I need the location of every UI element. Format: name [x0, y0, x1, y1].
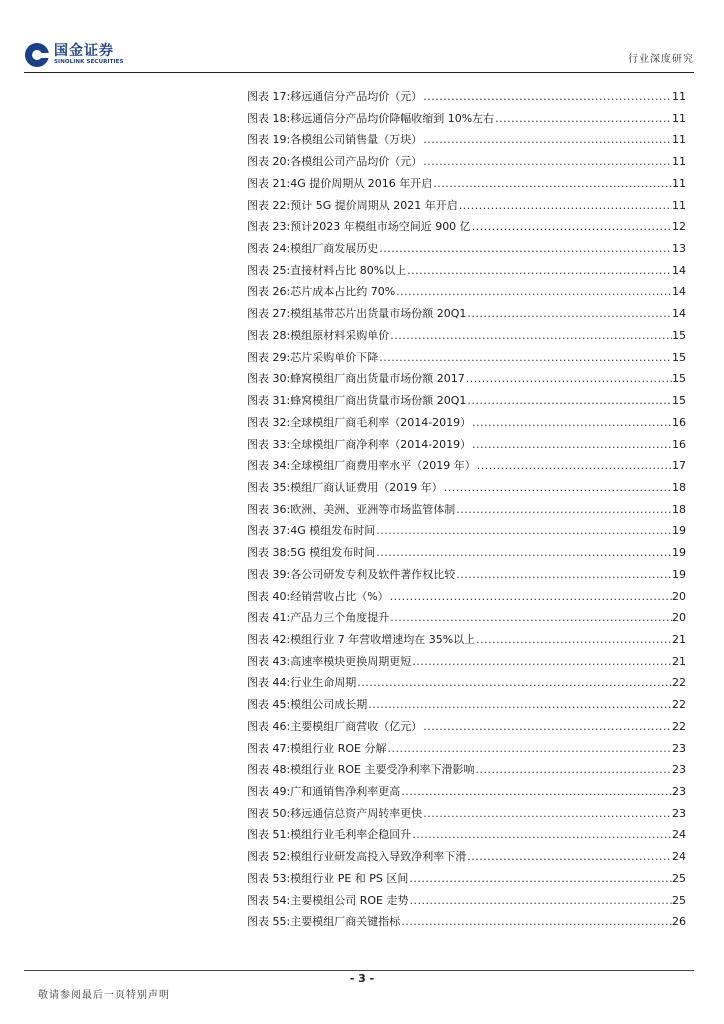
page-ref: 24	[672, 828, 686, 842]
toc-entry[interactable]	[247, 238, 686, 260]
toc-entry[interactable]	[247, 499, 686, 521]
figure-title: 模组厂商发展历史	[290, 242, 379, 256]
figure-title: 欧洲、美洲、亚洲等市场监管体制	[290, 502, 456, 516]
page-ref: 14	[672, 285, 686, 299]
toc-entry[interactable]	[247, 434, 686, 456]
dot-leader	[411, 651, 672, 673]
figure-title: 模组原材料采购单价	[290, 328, 390, 342]
figure-label: 图表 37:	[247, 524, 291, 538]
logo-chinese-name: 国金证券	[54, 43, 114, 60]
toc-entry[interactable]	[247, 129, 686, 151]
figure-title: 模组厂商认证费用（2019 年）	[290, 480, 443, 494]
figure-title: 行业生命周期	[290, 676, 357, 690]
toc-entry[interactable]	[247, 195, 686, 217]
figure-title: 主要模组厂商营收（亿元）	[290, 719, 423, 733]
page-ref: 19	[672, 524, 686, 538]
dot-leader	[422, 129, 672, 151]
dot-leader	[367, 694, 672, 716]
figure-label: 图表 48:	[247, 763, 291, 777]
figure-label: 图表 33:	[247, 437, 291, 451]
dot-leader	[466, 390, 672, 412]
logo-english-name: SINOLINK SECURITIES	[54, 59, 124, 66]
dot-leader	[465, 368, 672, 390]
dot-leader	[422, 803, 672, 825]
dot-leader	[475, 629, 672, 651]
page-ref: 15	[672, 328, 686, 342]
logo-icon	[24, 42, 50, 68]
page-ref: 20	[672, 589, 686, 603]
figure-label: 图表 39:	[247, 567, 291, 581]
page-ref: 21	[672, 654, 686, 668]
figure-label: 图表 45:	[247, 698, 291, 712]
dot-leader	[400, 911, 672, 933]
dot-leader	[466, 303, 672, 325]
page-ref: 18	[672, 480, 686, 494]
page-ref: 20	[672, 611, 686, 625]
toc-entry[interactable]	[247, 586, 686, 608]
toc-entry[interactable]	[247, 564, 686, 586]
figure-list	[247, 86, 686, 933]
figure-label: 图表 40:	[247, 589, 291, 603]
toc-entry[interactable]	[247, 694, 686, 716]
figure-title: 模组行业毛利率企稳回升	[290, 828, 412, 842]
dot-leader	[356, 672, 672, 694]
figure-label: 图表 34:	[247, 459, 291, 473]
dot-leader	[471, 216, 672, 238]
page-number: - 3 -	[349, 972, 375, 985]
toc-entry[interactable]	[247, 846, 686, 868]
dot-leader	[494, 108, 672, 130]
page-ref: 11	[672, 155, 686, 169]
toc-entry[interactable]	[247, 629, 686, 651]
figure-title: 模组行业 7 年营收增速均在 35%以上	[290, 632, 476, 646]
toc-entry[interactable]	[247, 151, 686, 173]
toc-entry[interactable]	[247, 824, 686, 846]
dot-leader	[476, 455, 672, 477]
dot-leader	[408, 868, 672, 890]
dot-leader	[422, 716, 672, 738]
dot-leader	[406, 260, 672, 282]
page-ref: 22	[672, 698, 686, 712]
page-ref: 13	[672, 242, 686, 256]
figure-title: 芯片采购单价下降	[290, 350, 379, 364]
page-ref: 22	[672, 719, 686, 733]
figure-label: 图表 28:	[247, 328, 291, 342]
figure-title: 广和通销售净利率更高	[290, 785, 401, 798]
figure-label: 图表 51:	[247, 828, 291, 842]
page-ref: 23	[672, 785, 686, 798]
figure-title: 模组行业 ROE 分解	[290, 741, 387, 755]
toc-entry[interactable]	[247, 738, 686, 760]
dot-leader	[408, 890, 672, 912]
page-ref: 26	[672, 915, 686, 929]
figure-label: 图表 46:	[247, 719, 291, 733]
figure-label: 图表 54:	[247, 893, 291, 907]
figure-title: 各模组公司产品均价（元）	[290, 155, 423, 169]
dot-leader	[395, 281, 672, 303]
dot-leader	[443, 477, 672, 499]
dot-leader	[389, 586, 672, 608]
page-ref: 18	[672, 502, 686, 516]
page-ref: 11	[672, 198, 686, 212]
figure-label: 图表 19:	[247, 133, 291, 147]
toc-entry[interactable]	[247, 477, 686, 499]
figure-title: 移远通信分产品均价（元）	[290, 90, 423, 103]
toc-entry[interactable]	[247, 260, 686, 282]
dot-leader	[400, 781, 672, 803]
page-ref: 14	[672, 263, 686, 277]
toc-entry[interactable]	[247, 173, 686, 195]
figure-title: 经销营收占比（%）	[290, 589, 389, 603]
figure-label: 图表 22:	[247, 198, 291, 212]
page-ref: 16	[672, 415, 686, 429]
toc-entry[interactable]	[247, 216, 686, 238]
page-ref: 23	[672, 806, 686, 820]
toc-entry[interactable]	[247, 412, 686, 434]
page-ref: 16	[672, 437, 686, 451]
page-ref: 14	[672, 307, 686, 321]
figure-title: 直接材料占比 80%以上	[290, 263, 407, 277]
dot-leader	[378, 238, 672, 260]
dot-leader	[455, 564, 672, 586]
figure-title: 芯片成本占比约 70%	[290, 285, 396, 299]
figure-label: 图表 42:	[247, 632, 291, 646]
figure-title: 全球模组厂商费用率水平（2019 年）	[290, 459, 476, 473]
figure-title: 各模组公司销售量（万块）	[290, 133, 423, 147]
figure-title: 各公司研发专利及软件著作权比较	[290, 567, 456, 581]
toc-entry[interactable]	[247, 108, 686, 130]
header-divider	[24, 72, 694, 73]
toc-entry[interactable]	[247, 911, 686, 933]
figure-label: 图表 52:	[247, 850, 291, 864]
toc-entry[interactable]	[247, 520, 686, 542]
toc-entry[interactable]	[247, 86, 686, 108]
toc-entry[interactable]	[247, 651, 686, 673]
figure-title: 模组公司成长期	[290, 698, 368, 712]
figure-title: 高速率模块更换周期更短	[290, 654, 412, 668]
figure-label: 图表 30:	[247, 372, 291, 386]
company-logo	[24, 38, 124, 72]
dot-leader	[471, 434, 672, 456]
dot-leader	[375, 520, 672, 542]
figure-label: 图表 55:	[247, 915, 291, 929]
toc-entry[interactable]	[247, 672, 686, 694]
figure-label: 图表 43:	[247, 654, 291, 668]
toc-entry[interactable]	[247, 716, 686, 738]
figure-title: 4G 模组发布时间	[290, 524, 376, 538]
dot-leader	[432, 173, 672, 195]
page-ref: 11	[672, 133, 686, 147]
toc-entry[interactable]	[247, 455, 686, 477]
dot-leader	[458, 195, 672, 217]
figure-label: 图表 47:	[247, 741, 291, 755]
dot-leader	[375, 542, 672, 564]
page-ref: 15	[672, 372, 686, 386]
figure-label: 图表 53:	[247, 871, 291, 885]
figure-title: 预计 5G 提价周期从 2021 年开启	[290, 198, 458, 212]
page-ref: 19	[672, 567, 686, 581]
toc-entry[interactable]	[247, 303, 686, 325]
figure-title: 移远通信分产品均价降幅收缩到 10%左右	[290, 111, 495, 125]
figure-title: 模组行业研发高投入导致净利率下滑	[290, 850, 467, 864]
figure-label: 图表 21:	[247, 176, 291, 190]
dot-leader	[466, 846, 672, 868]
toc-entry[interactable]	[247, 890, 686, 912]
figure-label: 图表 36:	[247, 502, 291, 516]
dot-leader	[422, 86, 672, 108]
figure-label: 图表 35:	[247, 480, 291, 494]
page-ref: 25	[672, 893, 686, 907]
figure-title: 全球模组厂商毛利率（2014-2019）	[290, 415, 472, 429]
page-ref: 15	[672, 350, 686, 364]
dot-leader	[455, 499, 672, 521]
figure-title: 预计2023 年模组市场空间近 900 亿	[290, 220, 471, 234]
figure-title: 主要模组公司 ROE 走势	[290, 893, 409, 907]
page-ref: 24	[672, 850, 686, 864]
toc-entry[interactable]	[247, 803, 686, 825]
figure-label: 图表 31:	[247, 394, 291, 408]
page-ref: 19	[672, 546, 686, 560]
figure-title: 蜂窝模组厂商出货量市场份额 20Q1	[290, 394, 467, 408]
dot-leader	[378, 347, 672, 369]
page-ref: 23	[672, 741, 686, 755]
toc-entry[interactable]	[247, 607, 686, 629]
figure-title: 移远通信总资产周转率更快	[290, 806, 423, 820]
figure-label: 图表 32:	[247, 415, 291, 429]
page-ref: 11	[672, 90, 686, 103]
page-ref: 15	[672, 394, 686, 408]
figure-label: 图表 24:	[247, 242, 291, 256]
figure-title: 模组基带芯片出货量市场份额 20Q1	[290, 307, 467, 321]
figure-title: 5G 模组发布时间	[290, 546, 376, 560]
page-ref: 17	[672, 459, 686, 473]
dot-leader	[471, 412, 672, 434]
figure-title: 全球模组厂商净利率（2014-2019）	[290, 437, 472, 451]
toc-entry[interactable]	[247, 759, 686, 781]
figure-label: 图表 20:	[247, 155, 291, 169]
figure-label: 图表 27:	[247, 307, 291, 321]
toc-entry[interactable]	[247, 347, 686, 369]
figure-label: 图表 29:	[247, 350, 291, 364]
figure-label: 图表 17:	[247, 90, 291, 103]
page-ref: 21	[672, 632, 686, 646]
toc-entry[interactable]	[247, 368, 686, 390]
figure-title: 4G 提价周期从 2016 年开启	[290, 176, 433, 190]
page-ref: 11	[672, 111, 686, 125]
toc-entry[interactable]	[247, 390, 686, 412]
figure-label: 图表 44:	[247, 676, 291, 690]
toc-entry[interactable]	[247, 281, 686, 303]
page-ref: 12	[672, 220, 686, 234]
toc-entry[interactable]	[247, 542, 686, 564]
page-ref: 11	[672, 176, 686, 190]
dot-leader	[386, 738, 672, 760]
dot-leader	[411, 824, 672, 846]
toc-entry[interactable]	[247, 325, 686, 347]
dot-leader	[389, 607, 672, 629]
figure-label: 图表 50:	[247, 806, 291, 820]
page-ref: 22	[672, 676, 686, 690]
page-ref: 23	[672, 763, 686, 777]
dot-leader	[474, 759, 672, 781]
figure-label: 图表 26:	[247, 285, 291, 299]
figure-label: 图表 38:	[247, 546, 291, 560]
toc-entry[interactable]	[247, 868, 686, 890]
figure-title: 模组行业 PE 和 PS 区间	[290, 871, 409, 885]
figure-label: 图表 23:	[247, 220, 291, 234]
dot-leader	[389, 325, 672, 347]
footer-divider	[24, 970, 694, 971]
page-ref: 25	[672, 871, 686, 885]
figure-title: 主要模组厂商关键指标	[290, 915, 401, 929]
figure-title: 蜂窝模组厂商出货量市场份额 2017	[290, 372, 465, 386]
figure-title: 产品力三个角度提升	[290, 611, 390, 625]
disclaimer-note: 敬请参阅最后一页特别声明	[38, 990, 170, 1001]
figure-label: 图表 41:	[247, 611, 291, 625]
figure-label: 图表 18:	[247, 111, 291, 125]
toc-entry[interactable]	[247, 781, 686, 803]
dot-leader	[422, 151, 672, 173]
page-header	[24, 38, 694, 72]
report-type: 行业深度研究	[628, 54, 694, 65]
figure-title: 模组行业 ROE 主要受净利率下滑影响	[290, 763, 475, 777]
figure-label: 图表 49:	[247, 785, 291, 798]
figure-label: 图表 25:	[247, 263, 291, 277]
